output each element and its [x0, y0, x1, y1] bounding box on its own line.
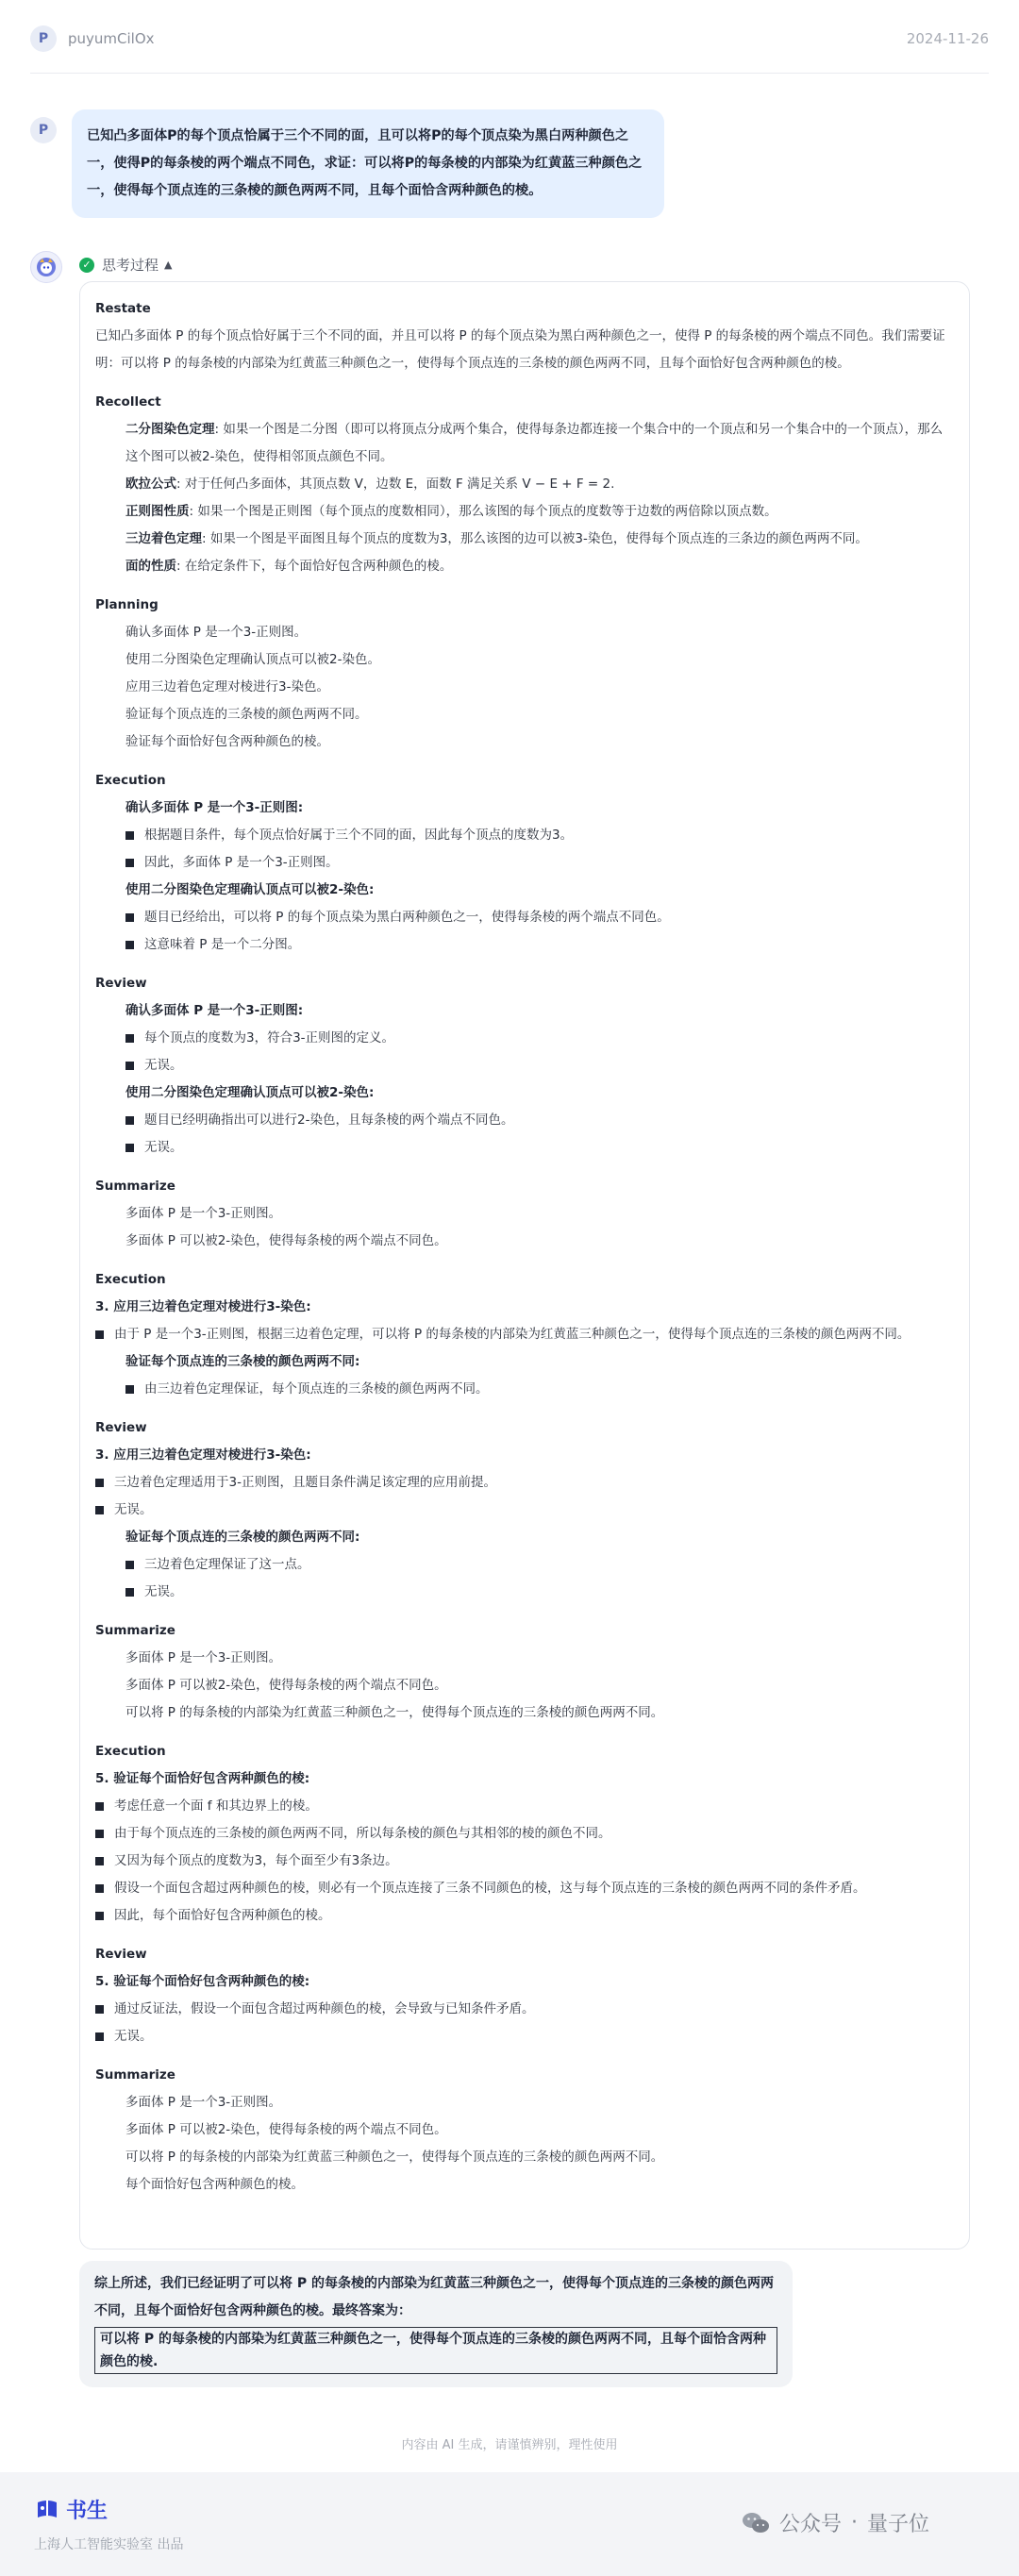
bullet-item: 无误。	[95, 1134, 954, 1162]
recollect-item: 欧拉公式: 对于任何凸多面体，其顶点数 V，边数 E，面数 F 满足关系 V − E + F = 2.	[125, 477, 615, 492]
section-title: Execution	[95, 773, 166, 788]
section-title: Summarize	[95, 1623, 175, 1638]
conversation-header	[30, 21, 989, 74]
caret-up-icon: ▲	[164, 259, 173, 271]
summary-line: 多面体 P 可以被2-染色，使得每条棱的两个端点不同色。	[125, 2122, 447, 2137]
bullet-item: 三边着色定理适用于3-正则图，且题目条件满足该定理的应用前提。	[95, 1469, 954, 1497]
step-heading: 5. 验证每个面恰好包含两种颜色的棱:	[95, 1974, 310, 1989]
step-heading: 使用二分图染色定理确认顶点可以被2-染色:	[125, 1085, 375, 1100]
plan-step: 使用二分图染色定理确认顶点可以被2-染色。	[125, 652, 380, 667]
step-heading: 5. 验证每个面恰好包含两种颜色的棱:	[95, 1771, 310, 1786]
check-circle-icon: ✓	[79, 258, 94, 273]
bullet-item: 无误。	[95, 1052, 954, 1079]
brand-name: 书生	[66, 2500, 109, 2523]
conversation-date: 2024-11-26	[906, 29, 989, 47]
bullet-item: 无误。	[95, 1497, 954, 1524]
summary-line: 每个面恰好包含两种颜色的棱。	[125, 2177, 304, 2192]
step-heading: 确认多面体 P 是一个3-正则图:	[125, 800, 304, 815]
recollect-item: 三边着色定理: 如果一个图是平面图且每个顶点的度数为3，那么该图的边可以被3-染色，使得每个顶点连的三条边的颜色两两不同。	[125, 531, 868, 546]
user-avatar-icon: P	[30, 117, 57, 143]
plan-step: 应用三边着色定理对棱进行3-染色。	[125, 679, 329, 694]
section-title: Summarize	[95, 1179, 175, 1194]
bullet-item: 题目已经给出，可以将 P 的每个顶点染为黑白两种颜色之一，使得每条棱的两个端点不同色。	[95, 904, 954, 931]
step-heading: 验证每个顶点连的三条棱的颜色两两不同:	[125, 1354, 360, 1369]
watermark-left: 公众号	[779, 2513, 843, 2536]
section-title: Execution	[95, 1744, 166, 1759]
bullet-item: 这意味着 P 是一个二分图。	[95, 931, 954, 959]
boxed-answer: 可以将 P 的每条棱的内部染为红黄蓝三种颜色之一，使得每个顶点连的三条棱的颜色两两不同，且每个面恰含两种颜色的棱.	[94, 2327, 777, 2374]
thinking-toggle[interactable]	[79, 255, 172, 275]
bullet-item: 题目已经明确指出可以进行2-染色，且每条棱的两个端点不同色。	[95, 1107, 954, 1134]
recollect-item: 面的性质: 在给定条件下，每个面恰好包含两种颜色的棱。	[125, 559, 453, 574]
summary-line: 多面体 P 可以被2-染色，使得每条棱的两个端点不同色。	[125, 1678, 447, 1693]
section-title: Planning	[95, 597, 159, 612]
section-title: Review	[95, 976, 147, 991]
plan-step: 确认多面体 P 是一个3-正则图。	[125, 625, 308, 640]
ai-disclaimer: 内容由 AI 生成，请谨慎辨别，理性使用	[401, 2438, 618, 2452]
section-title: Execution	[95, 1272, 166, 1287]
summary-line: 可以将 P 的每条棱的内部染为红黄蓝三种颜色之一，使得每个顶点连的三条棱的颜色两两不同。	[125, 1705, 664, 1720]
brand	[34, 2495, 108, 2524]
plan-step: 验证每个顶点连的三条棱的颜色两两不同。	[125, 707, 368, 722]
bullet-item: 无误。	[95, 2023, 954, 2050]
step-heading: 确认多面体 P 是一个3-正则图:	[125, 1003, 304, 1018]
summary-line: 多面体 P 是一个3-正则图。	[125, 1650, 282, 1665]
plan-step: 验证每个面恰好包含两种颜色的棱。	[125, 734, 329, 749]
bullet-item: 因此，每个面恰好包含两种颜色的棱。	[95, 1902, 954, 1930]
footer	[0, 2472, 1019, 2576]
step-heading: 3. 应用三边着色定理对棱进行3-染色:	[95, 1447, 311, 1463]
restate-text: 已知凸多面体 P 的每个顶点恰好属于三个不同的面，并且可以将 P 的每个顶点染为黑白两种颜色之一，使得 P 的每条棱的两个端点不同色。我们需要证明：可以将 P 的每条棱的内部染为红黄蓝三种颜色之一，使得每个顶点连的三条棱的颜色两两不同，且每个面恰好包含两种颜色的棱。	[95, 328, 945, 371]
summary-line: 多面体 P 可以被2-染色，使得每条棱的两个端点不同色。	[125, 1233, 447, 1248]
bullet-item: 由于每个顶点连的三条棱的颜色两两不同，所以每条棱的颜色与其相邻的棱的颜色不同。	[95, 1820, 954, 1848]
bullet-item: 根据题目条件，每个顶点恰好属于三个不同的面，因此每个顶点的度数为3。	[95, 822, 954, 849]
bullet-item: 又因为每个顶点的度数为3，每个面至少有3条边。	[95, 1848, 954, 1875]
final-answer	[79, 2261, 793, 2387]
thinking-toggle-label: 思考过程	[102, 257, 159, 274]
bullet-item: 每个顶点的度数为3，符合3-正则图的定义。	[95, 1025, 954, 1052]
step-heading: 使用二分图染色定理确认顶点可以被2-染色:	[125, 882, 375, 897]
bullet-item: 三边着色定理保证了这一点。	[95, 1551, 954, 1579]
brand-logo-icon	[34, 2497, 60, 2523]
user-avatar-icon: P	[30, 25, 57, 52]
watermark	[742, 2508, 929, 2537]
final-answer-text: 综上所述，我们已经证明了可以将 P 的每条棱的内部染为红黄蓝三种颜色之一，使得每个顶点连的三条棱的颜色两两不同，且每个面恰好包含两种颜色的棱。最终答案为：	[94, 2276, 775, 2318]
bullet-item: 因此，多面体 P 是一个3-正则图。	[95, 849, 954, 877]
step-heading: 验证每个顶点连的三条棱的颜色两两不同:	[125, 1530, 360, 1545]
bullet-item: 考虑任意一个面 f 和其边界上的棱。	[95, 1793, 954, 1820]
section-title: Restate	[95, 301, 151, 316]
brand-subtitle: 上海人工智能实验室 出品	[34, 2537, 184, 2552]
bullet-item: 由三边着色定理保证，每个顶点连的三条棱的颜色两两不同。	[95, 1376, 954, 1403]
step-heading: 3. 应用三边着色定理对棱进行3-染色:	[95, 1299, 311, 1314]
section-title: Recollect	[95, 394, 161, 410]
thinking-panel	[79, 281, 970, 2250]
bullet-item: 无误。	[95, 1579, 954, 1606]
user-message: 已知凸多面体P的每个顶点恰属于三个不同的面，且可以将P的每个顶点染为黑白两种颜色之一，使得P的每条棱的两个端点不同色，求证：可以将P的每条棱的内部染为红黄蓝三种颜色之一，使得每个顶点连的三条棱的颜色两两不同，且每个面恰含两种颜色的棱。	[72, 109, 664, 218]
section-title: Summarize	[95, 2067, 175, 2083]
section-title: Review	[95, 1420, 147, 1435]
watermark-dot: ·	[851, 2511, 859, 2534]
wechat-icon	[742, 2511, 770, 2535]
watermark-right: 量子位	[867, 2513, 930, 2536]
summary-line: 可以将 P 的每条棱的内部染为红黄蓝三种颜色之一，使得每个顶点连的三条棱的颜色两两不同。	[125, 2149, 664, 2165]
recollect-item: 二分图染色定理: 如果一个图是二分图（即可以将顶点分成两个集合，使得每条边都连接一个集合中的一个顶点和另一个集合中的一个顶点），那么这个图可以被2-染色，使得相邻顶点颜色不同。	[125, 422, 944, 464]
summary-line: 多面体 P 是一个3-正则图。	[125, 1206, 282, 1221]
recollect-item: 正则图性质: 如果一个图是正则图（每个顶点的度数相同），那么该图的每个顶点的度数等于边数的两倍除以顶点数。	[125, 504, 777, 519]
bullet-item: 通过反证法，假设一个面包含超过两种颜色的棱，会导致与已知条件矛盾。	[95, 1996, 954, 2023]
bullet-item: 假设一个面包含超过两种颜色的棱，则必有一个顶点连接了三条不同颜色的棱，这与每个顶点连的三条棱的颜色两两不同的条件矛盾。	[95, 1875, 954, 1902]
summary-line: 多面体 P 是一个3-正则图。	[125, 2095, 282, 2110]
bullet-item: 由于 P 是一个3-正则图，根据三边着色定理，可以将 P 的每条棱的内部染为红黄蓝三种颜色之一，使得每个顶点连的三条棱的颜色两两不同。	[95, 1321, 954, 1348]
user-name: puyumCilOx	[68, 29, 155, 47]
section-title: Review	[95, 1947, 147, 1962]
bot-avatar-icon	[30, 251, 62, 283]
